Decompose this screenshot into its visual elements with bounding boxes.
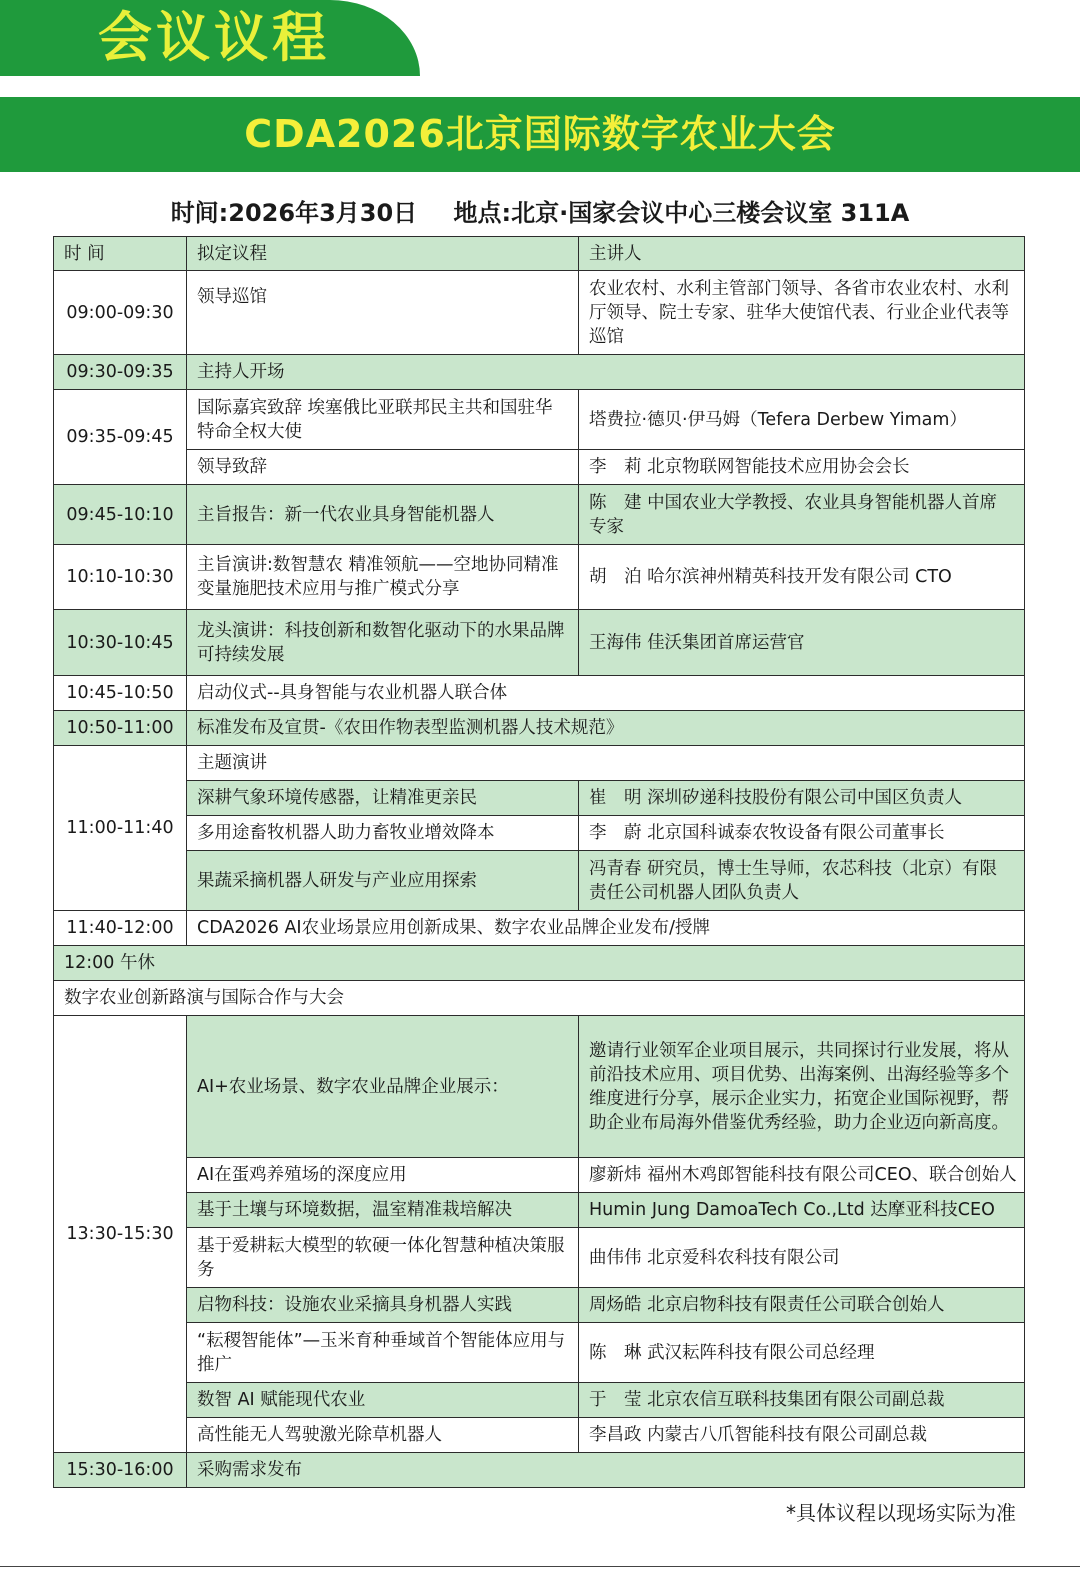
time-cell: 10:45-10:50 <box>54 676 187 711</box>
time-cell: 09:30-09:35 <box>54 355 187 390</box>
agenda-cell: 标准发布及宣贯-《农田作物表型监测机器人技术规范》 <box>187 711 1025 746</box>
agenda-cell: 基于爱耕耘大模型的软硬一体化智慧种植决策服务 <box>187 1228 579 1288</box>
event-venue: 地点:北京·国家会议中心三楼会议室 311A <box>453 199 910 227</box>
event-date: 时间:2026年3月30日 <box>170 199 418 227</box>
speaker-cell: 冯青春 研究员，博士生导师，农芯科技（北京）有限责任公司机器人团队负责人 <box>579 851 1025 911</box>
table-row <box>54 1323 1025 1383</box>
agenda-cell: 国际嘉宾致辞 埃塞俄比亚联邦民主共和国驻华特命全权大使 <box>187 390 579 450</box>
table-row <box>54 1193 1025 1228</box>
speaker-cell: 于 莹 北京农信互联科技集团有限公司副总裁 <box>579 1383 1025 1418</box>
agenda-cell: 高性能无人驾驶激光除草机器人 <box>187 1418 579 1453</box>
agenda-cell: 启物科技：设施农业采摘具身机器人实践 <box>187 1288 579 1323</box>
time-cell: 11:00-11:40 <box>54 746 187 911</box>
time-cell: 09:45-10:10 <box>54 485 187 545</box>
agenda-cell: AI在蛋鸡养殖场的深度应用 <box>187 1158 579 1193</box>
time-cell: 10:10-10:30 <box>54 545 187 610</box>
table-row <box>54 545 1025 610</box>
speaker-cell: 廖新炜 福州木鸡郎智能科技有限公司CEO、联合创始人 <box>579 1158 1025 1193</box>
footnote: *具体议程以现场实际为准 <box>786 1501 1016 1525</box>
table-row <box>54 355 1025 390</box>
time-cell: 09:00-09:30 <box>54 271 187 355</box>
table-row <box>54 390 1025 450</box>
speaker-cell: 李昌政 内蒙古八爪智能科技有限公司副总裁 <box>579 1418 1025 1453</box>
agenda-cell: 主题演讲 <box>187 746 1025 781</box>
time-cell: 15:30-16:00 <box>54 1453 187 1488</box>
agenda-cell: 启动仪式--具身智能与农业机器人联合体 <box>187 676 1025 711</box>
speaker-cell: 陈 建 中国农业大学教授、农业具身智能机器人首席专家 <box>579 485 1025 545</box>
table-row <box>54 851 1025 911</box>
agenda-cell: 多用途畜牧机器人助力畜牧业增效降本 <box>187 816 579 851</box>
table-row <box>54 271 1025 355</box>
header-time: 时 间 <box>54 237 187 271</box>
speaker-cell: 邀请行业领军企业项目展示，共同探讨行业发展，将从前沿技术应用、项目优势、出海案例、出海经验等多个维度进行分享，展示企业实力，拓宽企业国际视野，帮助企业布局海外借鉴优秀经验，助力企业迈向新高度。 <box>579 1016 1025 1158</box>
agenda-cell: 领导致辞 <box>187 450 579 485</box>
agenda-cell: 深耕气象环境传感器，让精准更亲民 <box>187 781 579 816</box>
table-row <box>54 676 1025 711</box>
section-title: 数字农业创新路演与国际合作与大会 <box>54 981 1025 1016</box>
table-row <box>54 911 1025 946</box>
time-cell: 11:40-12:00 <box>54 911 187 946</box>
table-row <box>54 485 1025 545</box>
agenda-cell: AI+农业场景、数字农业品牌企业展示： <box>187 1016 579 1158</box>
table-row <box>54 1016 1025 1158</box>
agenda-cell: CDA2026 AI农业场景应用创新成果、数字农业品牌企业发布/授牌 <box>187 911 1025 946</box>
event-banner <box>0 97 1080 172</box>
table-row <box>54 450 1025 485</box>
agenda-cell: “耘稷智能体”—玉米育种垂域首个智能体应用与推广 <box>187 1323 579 1383</box>
agenda-cell: 主持人开场 <box>187 355 1025 390</box>
speaker-cell: Humin Jung DamoaTech Co.,Ltd 达摩亚科技CEO <box>579 1193 1025 1228</box>
table-row <box>54 781 1025 816</box>
lunch-cell: 12:00 午休 <box>54 946 1025 981</box>
speaker-cell: 胡 泊 哈尔滨神州精英科技开发有限公司 CTO <box>579 545 1025 610</box>
agenda-cell: 基于土壤与环境数据，温室精准栽培解决 <box>187 1193 579 1228</box>
header-tab <box>0 0 420 76</box>
speaker-cell: 李 莉 北京物联网智能技术应用协会会长 <box>579 450 1025 485</box>
agenda-cell: 数智 AI 赋能现代农业 <box>187 1383 579 1418</box>
table-row <box>54 610 1025 676</box>
table-row <box>54 1418 1025 1453</box>
speaker-cell: 农业农村、水利主管部门领导、各省市农业农村、水利厅领导、院士专家、驻华大使馆代表、行业企业代表等巡馆 <box>579 271 1025 355</box>
table-row <box>54 1383 1025 1418</box>
table-row <box>54 711 1025 746</box>
time-cell: 10:30-10:45 <box>54 610 187 676</box>
speaker-cell: 塔费拉·德贝·伊马姆（Tefera Derbew Yimam） <box>579 390 1025 450</box>
event-info <box>0 193 1080 233</box>
speaker-cell: 周炀皓 北京启物科技有限责任公司联合创始人 <box>579 1288 1025 1323</box>
speaker-cell: 李 蔚 北京国科诚泰农牧设备有限公司董事长 <box>579 816 1025 851</box>
time-cell: 13:30-15:30 <box>54 1016 187 1453</box>
table-header-row <box>54 237 1025 271</box>
table-row <box>54 946 1025 981</box>
table-row <box>54 981 1025 1016</box>
header-speaker: 主讲人 <box>579 237 1025 271</box>
speaker-cell: 陈 琳 武汉耘阵科技有限公司总经理 <box>579 1323 1025 1383</box>
table-row <box>54 1228 1025 1288</box>
agenda-table <box>53 236 1025 1488</box>
page-title: 会议议程 <box>98 6 330 69</box>
speaker-cell: 曲伟伟 北京爱科农科技有限公司 <box>579 1228 1025 1288</box>
table-row <box>54 746 1025 781</box>
table-row <box>54 1288 1025 1323</box>
agenda-cell: 龙头演讲：科技创新和数智化驱动下的水果品牌可持续发展 <box>187 610 579 676</box>
agenda-cell: 领导巡馆 <box>187 271 579 355</box>
header-agenda: 拟定议程 <box>187 237 579 271</box>
bottom-divider <box>0 1566 1080 1567</box>
agenda-cell: 采购需求发布 <box>187 1453 1025 1488</box>
table-row <box>54 1453 1025 1488</box>
time-cell: 10:50-11:00 <box>54 711 187 746</box>
agenda-cell: 主旨报告：新一代农业具身智能机器人 <box>187 485 579 545</box>
agenda-cell: 果蔬采摘机器人研发与产业应用探索 <box>187 851 579 911</box>
speaker-cell: 王海伟 佳沃集团首席运营官 <box>579 610 1025 676</box>
event-title: CDA2026北京国际数字农业大会 <box>244 112 836 156</box>
agenda-cell: 主旨演讲:数智慧农 精准领航——空地协同精准变量施肥技术应用与推广模式分享 <box>187 545 579 610</box>
time-cell: 09:35-09:45 <box>54 390 187 485</box>
table-row <box>54 1158 1025 1193</box>
table-row <box>54 816 1025 851</box>
speaker-cell: 崔 明 深圳矽递科技股份有限公司中国区负责人 <box>579 781 1025 816</box>
